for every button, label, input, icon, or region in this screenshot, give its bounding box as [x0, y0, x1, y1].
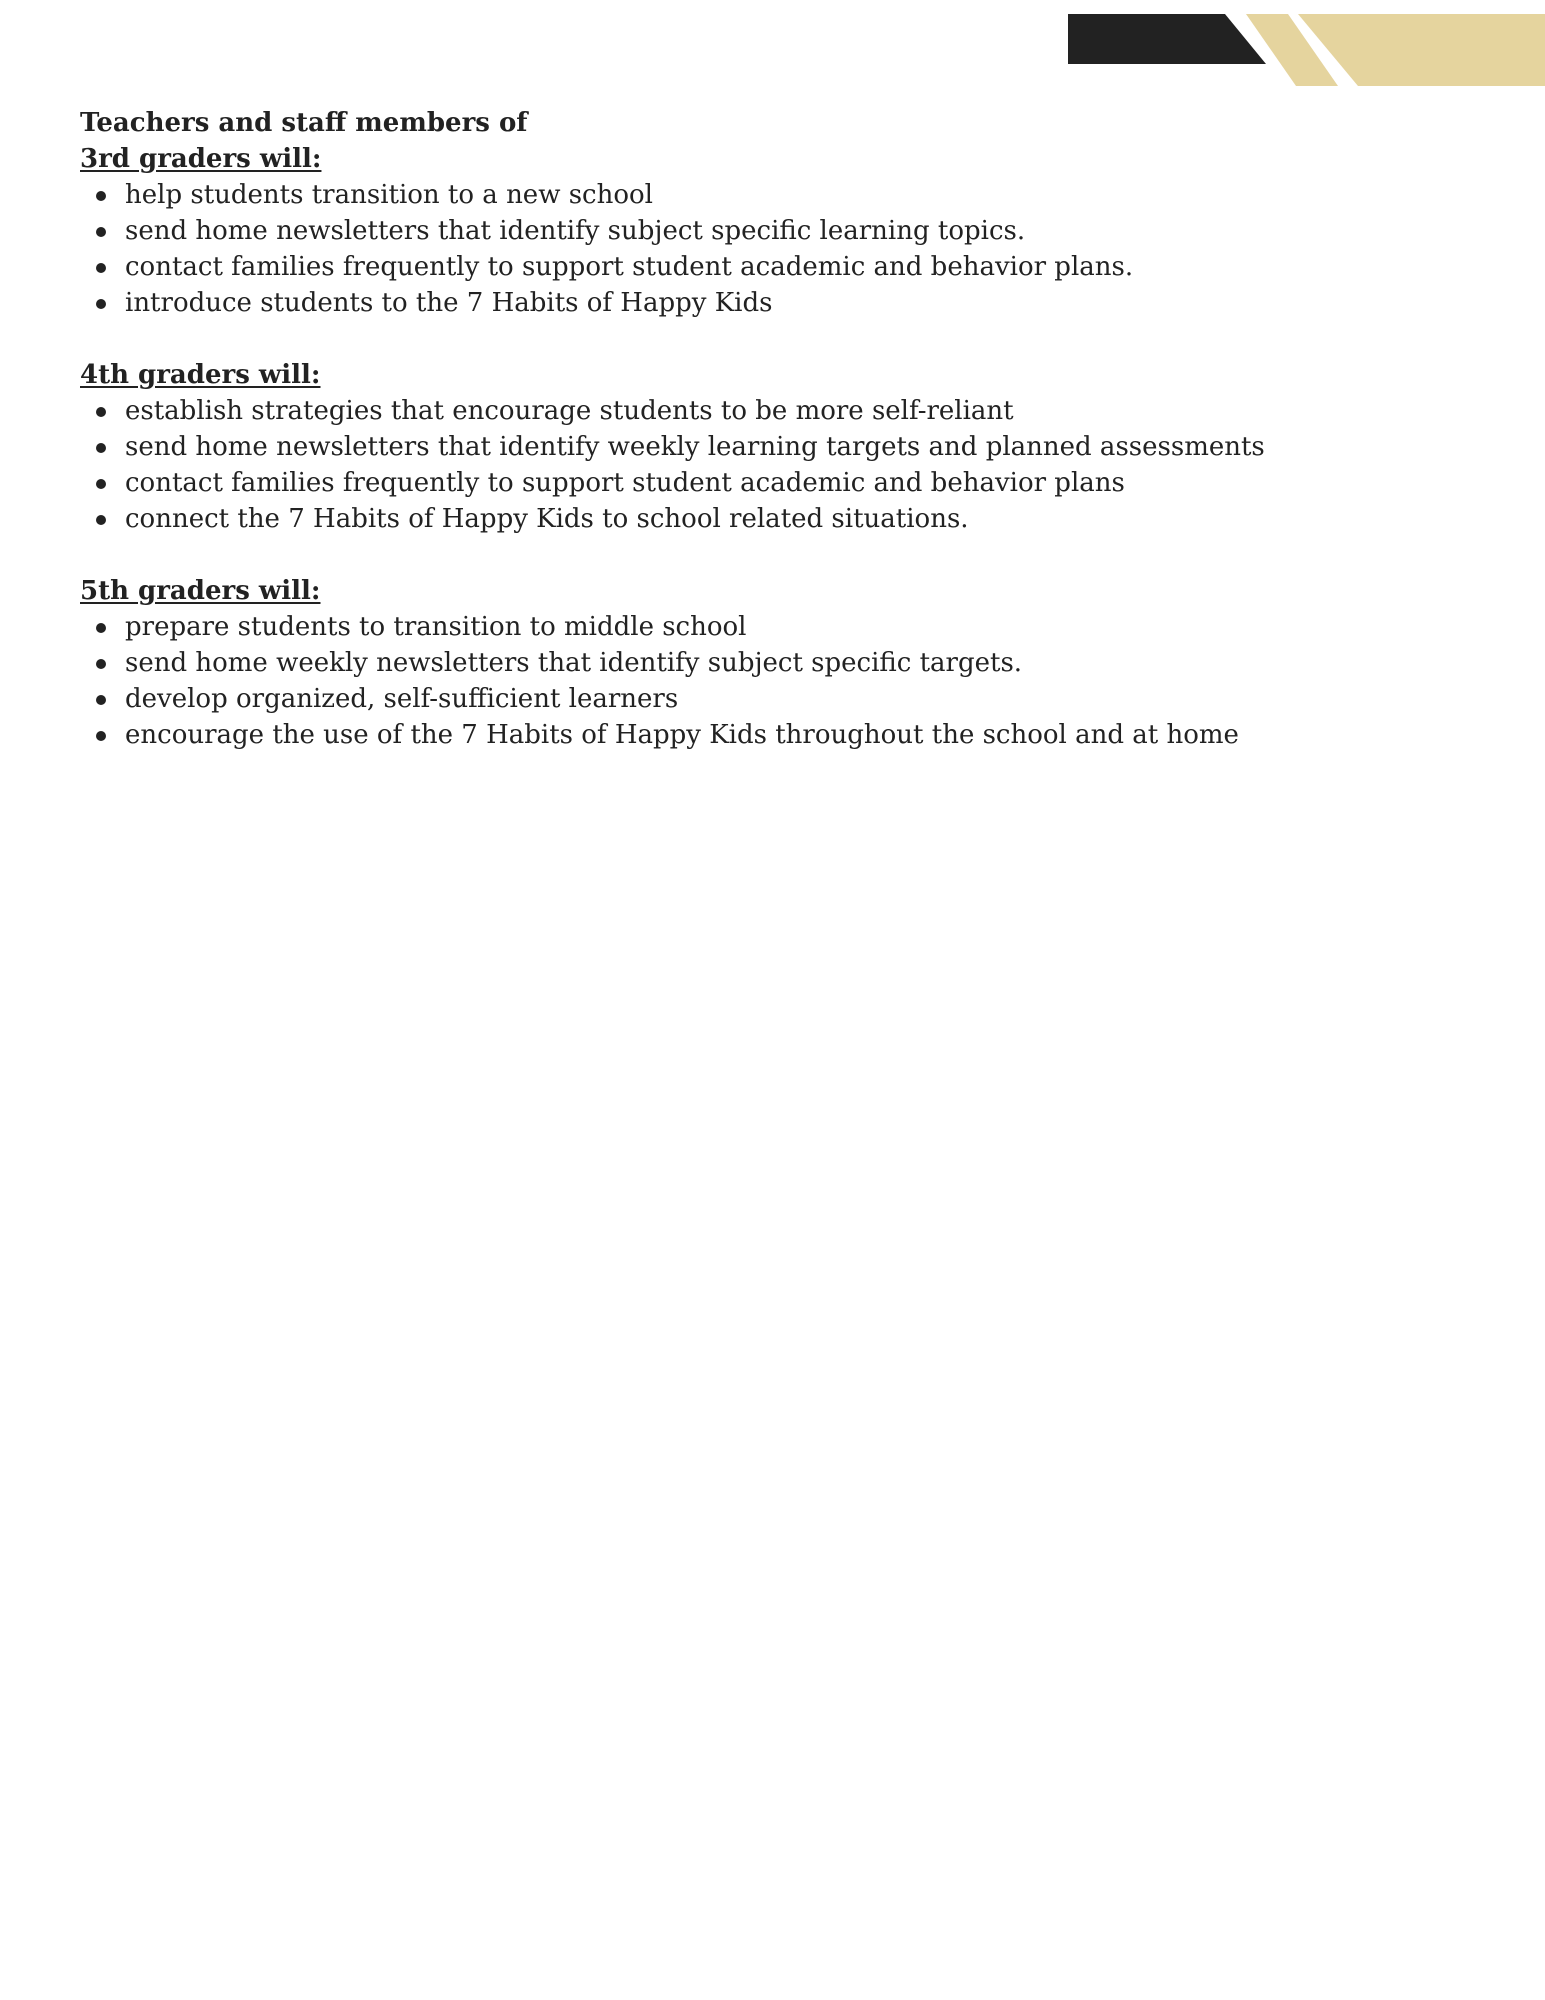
dark-corner-band [1068, 14, 1266, 64]
list-item [125, 249, 1480, 285]
list-item-text: help students transition to a new school [125, 180, 653, 210]
gold-corner-stripe [1246, 14, 1338, 86]
bullet-list [80, 609, 1480, 753]
section-heading: 4th graders will: [80, 360, 321, 390]
section-3rd-grade [80, 141, 1480, 321]
section-heading: 3rd graders will: [80, 144, 322, 174]
bullet-icon [96, 407, 106, 417]
bullet-icon [96, 695, 106, 705]
list-item-text: encourage the use of the 7 Habits of Happy Kids throughout the school and at home [125, 720, 1239, 750]
intro-heading: Teachers and staff members of [80, 108, 528, 138]
list-item-text: connect the 7 Habits of Happy Kids to school related situations. [125, 504, 969, 534]
bullet-icon [96, 227, 106, 237]
list-item [125, 177, 1480, 213]
bullet-icon [96, 191, 106, 201]
bullet-icon [96, 623, 106, 633]
list-item [125, 609, 1480, 645]
list-item-text: send home newsletters that identify subject specific learning topics. [125, 216, 1026, 246]
list-item-text: contact families frequently to support student academic and behavior plans. [125, 252, 1134, 282]
list-item [125, 501, 1480, 537]
section-4th-grade [80, 357, 1480, 537]
list-item [125, 393, 1480, 429]
bullet-icon [96, 515, 106, 525]
document-body [80, 105, 1480, 789]
list-item-text: send home weekly newsletters that identify subject specific targets. [125, 648, 1023, 678]
list-item [125, 645, 1480, 681]
gold-corner-band [1298, 14, 1545, 86]
list-item [125, 681, 1480, 717]
bullet-icon [96, 731, 106, 741]
bullet-list [80, 177, 1480, 321]
bullet-list [80, 393, 1480, 537]
list-item [125, 465, 1480, 501]
list-item-text: contact families frequently to support student academic and behavior plans [125, 468, 1125, 498]
list-item-text: introduce students to the 7 Habits of Happy Kids [125, 288, 773, 318]
section-heading: 5th graders will: [80, 576, 321, 606]
list-item [125, 213, 1480, 249]
bullet-icon [96, 479, 106, 489]
list-item [125, 285, 1480, 321]
bullet-icon [96, 443, 106, 453]
list-item-text: prepare students to transition to middle school [125, 612, 747, 642]
list-item-text: establish strategies that encourage students to be more self-reliant [125, 396, 1014, 426]
bullet-icon [96, 263, 106, 273]
list-item-text: send home newsletters that identify weekly learning targets and planned assessments [125, 432, 1265, 462]
section-5th-grade [80, 573, 1480, 753]
bullet-icon [96, 299, 106, 309]
list-item-text: develop organized, self-sufficient learners [125, 684, 679, 714]
corner-decoration [0, 0, 1545, 100]
bullet-icon [96, 659, 106, 669]
list-item [125, 429, 1480, 465]
list-item [125, 717, 1480, 753]
